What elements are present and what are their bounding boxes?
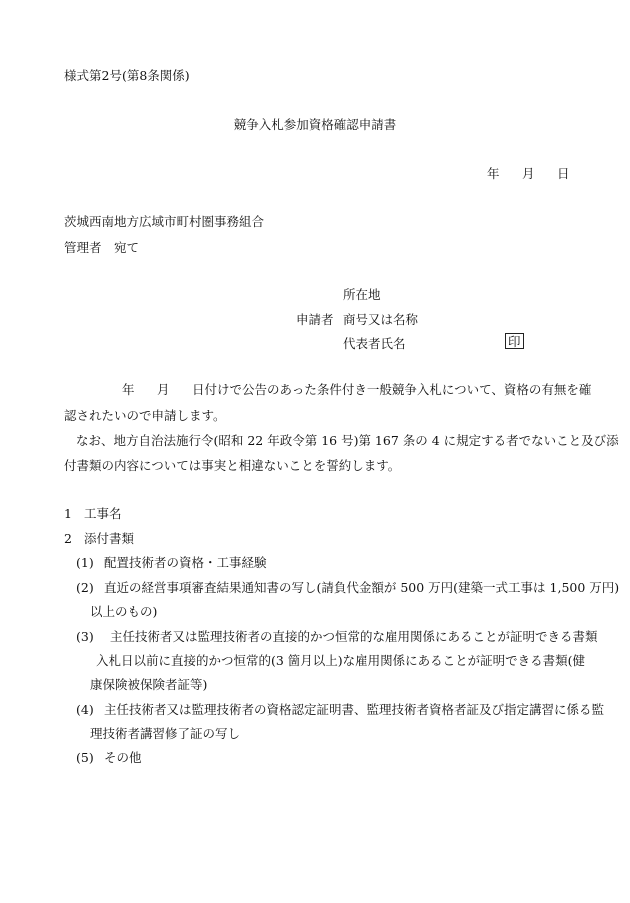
seal-char: 印 bbox=[505, 333, 524, 349]
addressee-manager: 管理者 宛て bbox=[64, 240, 140, 255]
applicant-label: 申請者 bbox=[296, 312, 334, 327]
item-1-text: 配置技術者の資格・工事経験 bbox=[104, 555, 267, 570]
seal-mark bbox=[505, 333, 524, 350]
date-year-label: 年 bbox=[487, 166, 500, 181]
p1-month: 月 bbox=[157, 382, 170, 397]
p2-line1: なお、地方自治法施行令(昭和 22 年政令第 16 号)第 167 条の 4 に規定する者でないこと及び添 bbox=[76, 433, 619, 448]
p1-line1-rest: 日付けで公告のあった条件付き一般競争入札について、資格の有無を確 bbox=[192, 382, 592, 397]
item-4-line2: 理技術者講習修了証の写し bbox=[90, 726, 241, 741]
item-2-line2: 以上のもの) bbox=[90, 604, 158, 619]
document-title: 競争入札参加資格確認申請書 bbox=[233, 117, 397, 132]
item-3-line1: 主任技術者又は監理技術者の直接的かつ恒常的な雇用関係にあることが証明できる書類 bbox=[110, 629, 598, 644]
item-1-num: (1) bbox=[76, 555, 94, 570]
date-month-label: 月 bbox=[522, 166, 535, 181]
item-4-line1: 主任技術者又は監理技術者の資格認定証明書、監理技術者資格者証及び指定講習に係る監 bbox=[104, 702, 605, 717]
item-3-num: (3) bbox=[76, 629, 94, 644]
date-day-label: 日 bbox=[557, 166, 570, 181]
item-2-num: (2) bbox=[76, 580, 94, 595]
applicant-location-label: 所在地 bbox=[343, 287, 381, 302]
item-3-line2: 入札日以前に直接的かつ恒常的(3 箇月以上)な雇用関係にあることが証明できる書類(健 bbox=[96, 653, 586, 668]
addressee-org: 茨城西南地方広域市町村圏事務組合 bbox=[64, 214, 265, 229]
p2-line2: 付書類の内容については事実と相違ないことを誓約します。 bbox=[64, 458, 401, 473]
item-3-line3: 康保険被保険者証等) bbox=[90, 677, 208, 692]
p1-line2: 認されたいので申請します。 bbox=[64, 408, 226, 423]
applicant-rep-label: 代表者氏名 bbox=[343, 336, 406, 351]
section-2-num: 2 bbox=[64, 531, 72, 546]
item-4-num: (4) bbox=[76, 702, 94, 717]
item-5-text: その他 bbox=[104, 750, 142, 765]
item-2-line1: 直近の経営事項審査結果通知書の写し(請負代金額が 500 万円(建築一式工事は 1,500 万円) bbox=[104, 580, 620, 595]
section-1-label: 工事名 bbox=[84, 506, 122, 521]
form-number: 様式第2号(第8条関係) bbox=[64, 68, 190, 83]
item-5-num: (5) bbox=[76, 750, 94, 765]
section-2-label: 添付書類 bbox=[84, 531, 135, 546]
applicant-name-label: 商号又は名称 bbox=[343, 312, 419, 327]
section-1-num: 1 bbox=[64, 506, 72, 521]
p1-year: 年 bbox=[122, 382, 135, 397]
